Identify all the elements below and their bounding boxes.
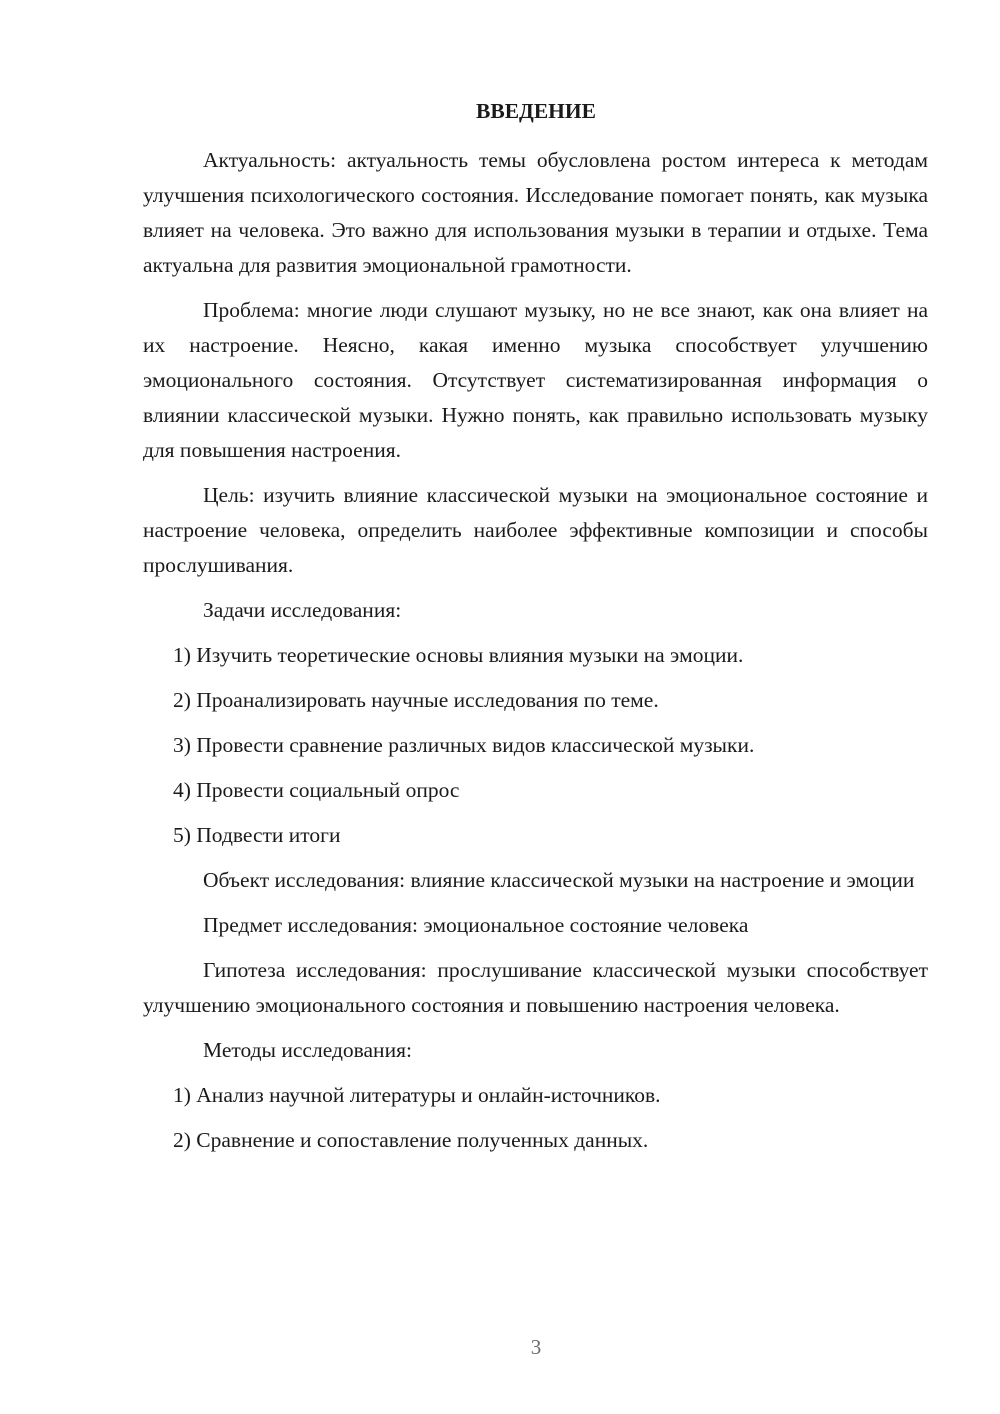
task-item: 4) Провести социальный опрос [173, 778, 460, 802]
paragraph-goal: Цель: изучить влияние классической музыки на эмоциональное состояние и настроение человека, определить наиболее эффективные композиции и способы прослушивания. [143, 483, 928, 577]
paragraph-hypothesis: Гипотеза исследования: прослушивание классической музыки способствует улучшению эмоционального состояния и повышению настроения человека. [143, 958, 928, 1017]
method-item: 2) Сравнение и сопоставление полученных данных. [173, 1128, 649, 1152]
task-item: 1) Изучить теоретические основы влияния музыки на эмоции. [173, 643, 744, 667]
document-body [143, 143, 928, 1168]
task-item: 3) Провести сравнение различных видов классической музыки. [173, 733, 755, 757]
task-item: 5) Подвести итоги [173, 823, 341, 847]
page-title: ВВЕДЕНИЕ [476, 99, 596, 123]
page-number: 3 [530, 1335, 542, 1359]
paragraph-problem: Проблема: многие люди слушают музыку, но не все знают, как она влияет на их настроение. Неясно, какая именно музыка способствует улучшению эмоционального состояния. Отсутствует систематизированная информация о влиянии классической музыки. Нужно понять, как правильно использовать музыку для повышения настроения. [143, 298, 928, 462]
paragraph-object: Объект исследования: влияние классической музыки на настроение и эмоции [203, 868, 915, 892]
task-item: 2) Проанализировать научные исследования по теме. [173, 688, 659, 712]
paragraph-relevance: Актуальность: актуальность темы обусловлена ростом интереса к методам улучшения психологического состояния. Исследование помогает понять, как музыка влияет на человека. Это важно для использования музыки в терапии и отдыхе. Тема актуальна для развития эмоциональной грамотности. [143, 148, 928, 277]
methods-title: Методы исследования: [203, 1038, 412, 1062]
tasks-title: Задачи исследования: [203, 598, 402, 622]
paragraph-subject: Предмет исследования: эмоциональное состояние человека [203, 913, 749, 937]
method-item: 1) Анализ научной литературы и онлайн-источников. [173, 1083, 661, 1107]
